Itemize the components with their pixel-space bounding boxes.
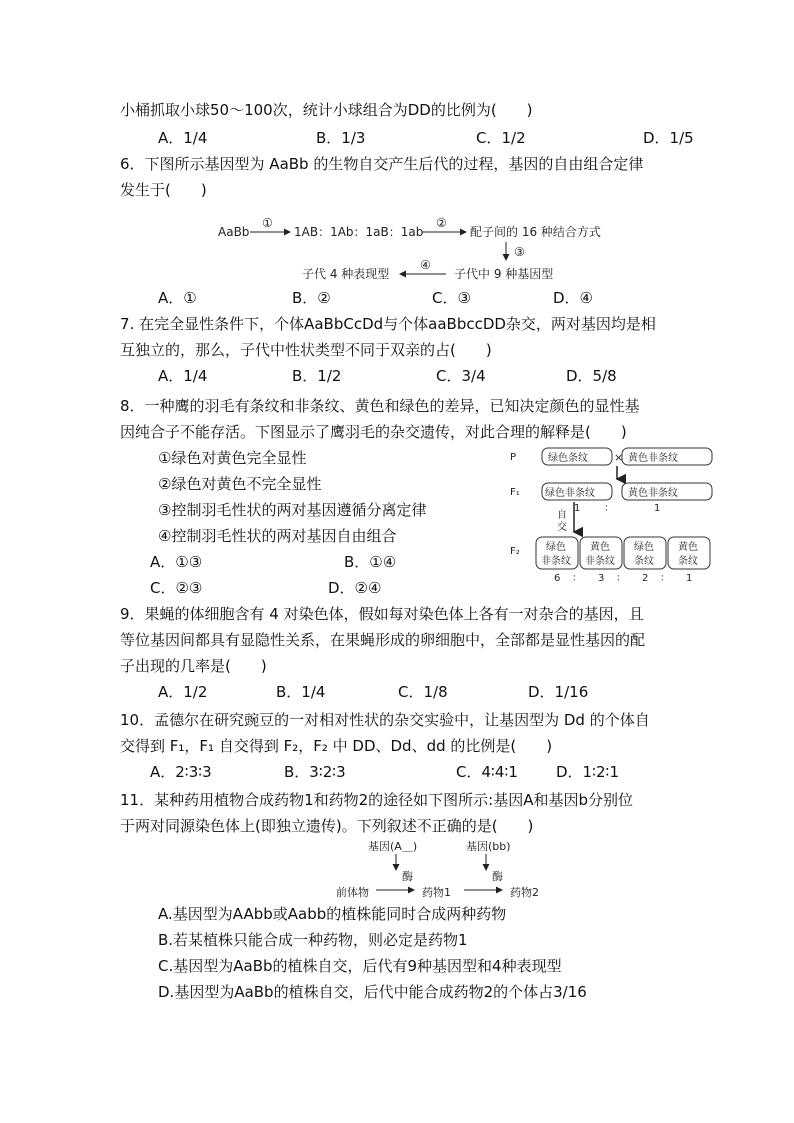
q5-option-b[interactable]: B．1/3 bbox=[316, 129, 366, 147]
q8-f2-box-4-line2: 条纹 bbox=[678, 556, 698, 567]
q6-step2-label: ② bbox=[436, 216, 447, 230]
q8-f1-left: 绿色非条纹 bbox=[545, 488, 595, 499]
q8-option-a[interactable]: A．①③ bbox=[150, 553, 203, 571]
q8-f2-box-1-line2: 非条纹 bbox=[541, 556, 571, 567]
q6-combinations: 配子间的 16 种结合方式 bbox=[470, 225, 601, 239]
q5-stem: 小桶抓取小球50～100次，统计小球组合为DD的比例为( ) bbox=[120, 101, 533, 119]
q8-pedigree-diagram bbox=[504, 444, 714, 584]
q11-stem-line1: 11．某种药用植物合成药物1和药物2的途径如下图所示:基因A和基因b分别位 bbox=[120, 791, 634, 809]
q8-statement-2: ②绿色对黄色不完全显性 bbox=[158, 475, 322, 493]
q8-option-b[interactable]: B．①④ bbox=[344, 553, 397, 571]
q10-stem-line2: 交得到 F₁，F₁ 自交得到 F₂，F₂ 中 DD、Dd、dd 的比例是( ) bbox=[120, 737, 553, 755]
q6-stem-line2: 发生于( ) bbox=[120, 181, 207, 199]
q8-option-d[interactable]: D．②④ bbox=[328, 579, 382, 597]
q8-f1-right: 黄色非条纹 bbox=[628, 488, 678, 499]
q11-stem-line2: 于两对同源染色体上(即独立遗传)。下列叙述不正确的是( ) bbox=[120, 817, 534, 835]
q11-option-c[interactable]: C.基因型为AaBb的植株自交，后代有9种基因型和4种表现型 bbox=[158, 957, 562, 975]
q10-option-c[interactable]: C．4∶4∶1 bbox=[456, 763, 518, 781]
q11-precursor: 前体物 bbox=[336, 886, 369, 899]
q6-flow-diagram bbox=[210, 214, 630, 284]
q10-stem-line1: 10．孟德尔在研究豌豆的一对相对性状的杂交实验中，让基因型为 Dd 的个体自 bbox=[120, 711, 650, 729]
q11-option-b[interactable]: B.若某植株只能合成一种药物，则必定是药物1 bbox=[158, 931, 468, 949]
q8-self-cross-char1: 自 bbox=[557, 510, 567, 521]
q11-drug2: 药物2 bbox=[510, 886, 539, 899]
q11-option-d[interactable]: D.基因型为AaBb的植株自交，后代中能合成药物2的个体占3/16 bbox=[158, 983, 587, 1001]
q11-option-a[interactable]: A.基因型为AAbb或Aabb的植株能同时合成两种药物 bbox=[158, 905, 507, 923]
q8-statement-1: ①绿色对黄色完全显性 bbox=[158, 449, 307, 467]
q8-f1-ratio-colon: ： bbox=[604, 503, 614, 514]
q8-f1-ratio-left: 1 bbox=[574, 503, 581, 514]
q6-gametes: 1AB：1Ab：1aB：1ab bbox=[294, 225, 424, 239]
q6-phenotypes: 子代 4 种表现型 bbox=[302, 267, 390, 281]
q6-option-a[interactable]: A．① bbox=[158, 289, 197, 307]
q11-enzyme1-label: 酶 bbox=[402, 870, 413, 883]
q8-f2-box-4-line1: 黄色 bbox=[678, 542, 698, 553]
q5-option-a[interactable]: A．1/4 bbox=[158, 129, 208, 147]
q6-option-c[interactable]: C．③ bbox=[432, 289, 471, 307]
q7-option-b[interactable]: B．1/2 bbox=[292, 367, 342, 385]
q6-start-genotype: AaBb bbox=[218, 225, 250, 239]
q7-stem-line1: 7. 在完全显性条件下，个体AaBbCcDd与个体aaBbccDD杂交，两对基因均是相 bbox=[120, 315, 656, 333]
q8-f2-ratio-colon-2: ： bbox=[616, 573, 626, 584]
q8-f2-ratio-2: 3 bbox=[598, 573, 605, 584]
q9-stem-line1: 9．果蝇的体细胞含有 4 对染色体，假如每对染色体上各有一对杂合的基因，且 bbox=[120, 605, 644, 623]
q8-stem-line1: 8．一种鹰的羽毛有条纹和非条纹、黄色和绿色的差异，已知决定颜色的显性基 bbox=[120, 397, 640, 415]
q8-stem-line2: 因纯合子不能存活。下图显示了鹰羽毛的杂交遗传，对此合理的解释是( ) bbox=[120, 423, 627, 441]
q8-option-c[interactable]: C．②③ bbox=[150, 579, 203, 597]
q8-f2-box-3-line1: 绿色 bbox=[634, 542, 654, 553]
q8-cross-symbol: × bbox=[614, 451, 624, 464]
q6-genotypes: 子代中 9 种基因型 bbox=[454, 267, 554, 281]
q8-f2-ratio-1: 6 bbox=[554, 573, 561, 584]
q5-option-c[interactable]: C．1/2 bbox=[476, 129, 526, 147]
q8-p-right: 黄色非条纹 bbox=[628, 453, 678, 464]
q8-f2-box-1-line1: 绿色 bbox=[546, 542, 566, 553]
q7-stem-line2: 互独立的，那么，子代中性状类型不同于双亲的占( ) bbox=[120, 341, 492, 359]
q9-option-b[interactable]: B．1/4 bbox=[276, 683, 326, 701]
q8-f2-label: F₂ bbox=[510, 546, 520, 557]
q10-option-b[interactable]: B．3∶2∶3 bbox=[284, 763, 346, 781]
q8-f2-ratio-3: 2 bbox=[642, 573, 649, 584]
q6-step4-label: ④ bbox=[420, 258, 431, 272]
q5-option-d[interactable]: D．1/5 bbox=[643, 129, 694, 147]
q8-self-cross-char2: 交 bbox=[557, 522, 567, 533]
q9-stem-line2: 等位基因间都具有显隐性关系，在果蝇形成的卵细胞中，全部都是显性基因的配 bbox=[120, 631, 646, 649]
q8-statement-3: ③控制羽毛性状的两对基因遵循分离定律 bbox=[158, 501, 427, 519]
q8-f1-ratio-right: 1 bbox=[654, 503, 661, 514]
q6-stem-line1: 6．下图所示基因型为 AaBb 的生物自交产生后代的过程，基因的自由组合定律 bbox=[120, 155, 644, 173]
q10-option-d[interactable]: D．1∶2∶1 bbox=[556, 763, 619, 781]
q8-f2-box-2-line1: 黄色 bbox=[590, 542, 610, 553]
q9-stem-line3: 子出现的几率是( ) bbox=[120, 657, 267, 675]
q6-step3-label: ③ bbox=[514, 245, 525, 259]
q11-pathway-diagram bbox=[334, 838, 574, 900]
q8-statement-4: ④控制羽毛性状的两对基因自由组合 bbox=[158, 527, 397, 545]
q9-option-c[interactable]: C．1/8 bbox=[398, 683, 448, 701]
q10-option-a[interactable]: A．2∶3∶3 bbox=[150, 763, 212, 781]
q8-f1-label: F₁ bbox=[510, 487, 520, 498]
q6-option-d[interactable]: D．④ bbox=[553, 289, 593, 307]
q7-option-a[interactable]: A．1/4 bbox=[158, 367, 208, 385]
q11-gene2-label: 基因(bb) bbox=[466, 840, 511, 853]
q8-p-label: P bbox=[510, 452, 517, 463]
q8-f2-box-3-line2: 条纹 bbox=[634, 556, 654, 567]
q11-enzyme2-label: 酶 bbox=[492, 870, 503, 883]
q6-step1-label: ① bbox=[262, 216, 273, 230]
q8-f2-ratio-4: 1 bbox=[686, 573, 693, 584]
q6-option-b[interactable]: B．② bbox=[292, 289, 331, 307]
q11-gene1-label: 基因(A＿) bbox=[368, 840, 418, 853]
q8-f2-ratio-colon-3: ： bbox=[660, 573, 670, 584]
q8-f2-ratio-colon-1: ： bbox=[572, 573, 582, 584]
q9-option-a[interactable]: A．1/2 bbox=[158, 683, 208, 701]
q11-drug1: 药物1 bbox=[422, 886, 451, 899]
q7-option-d[interactable]: D．5/8 bbox=[566, 367, 617, 385]
q8-f2-box-2-line2: 非条纹 bbox=[585, 556, 615, 567]
q8-p-left: 绿色条纹 bbox=[548, 453, 588, 464]
q9-option-d[interactable]: D．1/16 bbox=[528, 683, 589, 701]
q7-option-c[interactable]: C．3/4 bbox=[436, 367, 486, 385]
